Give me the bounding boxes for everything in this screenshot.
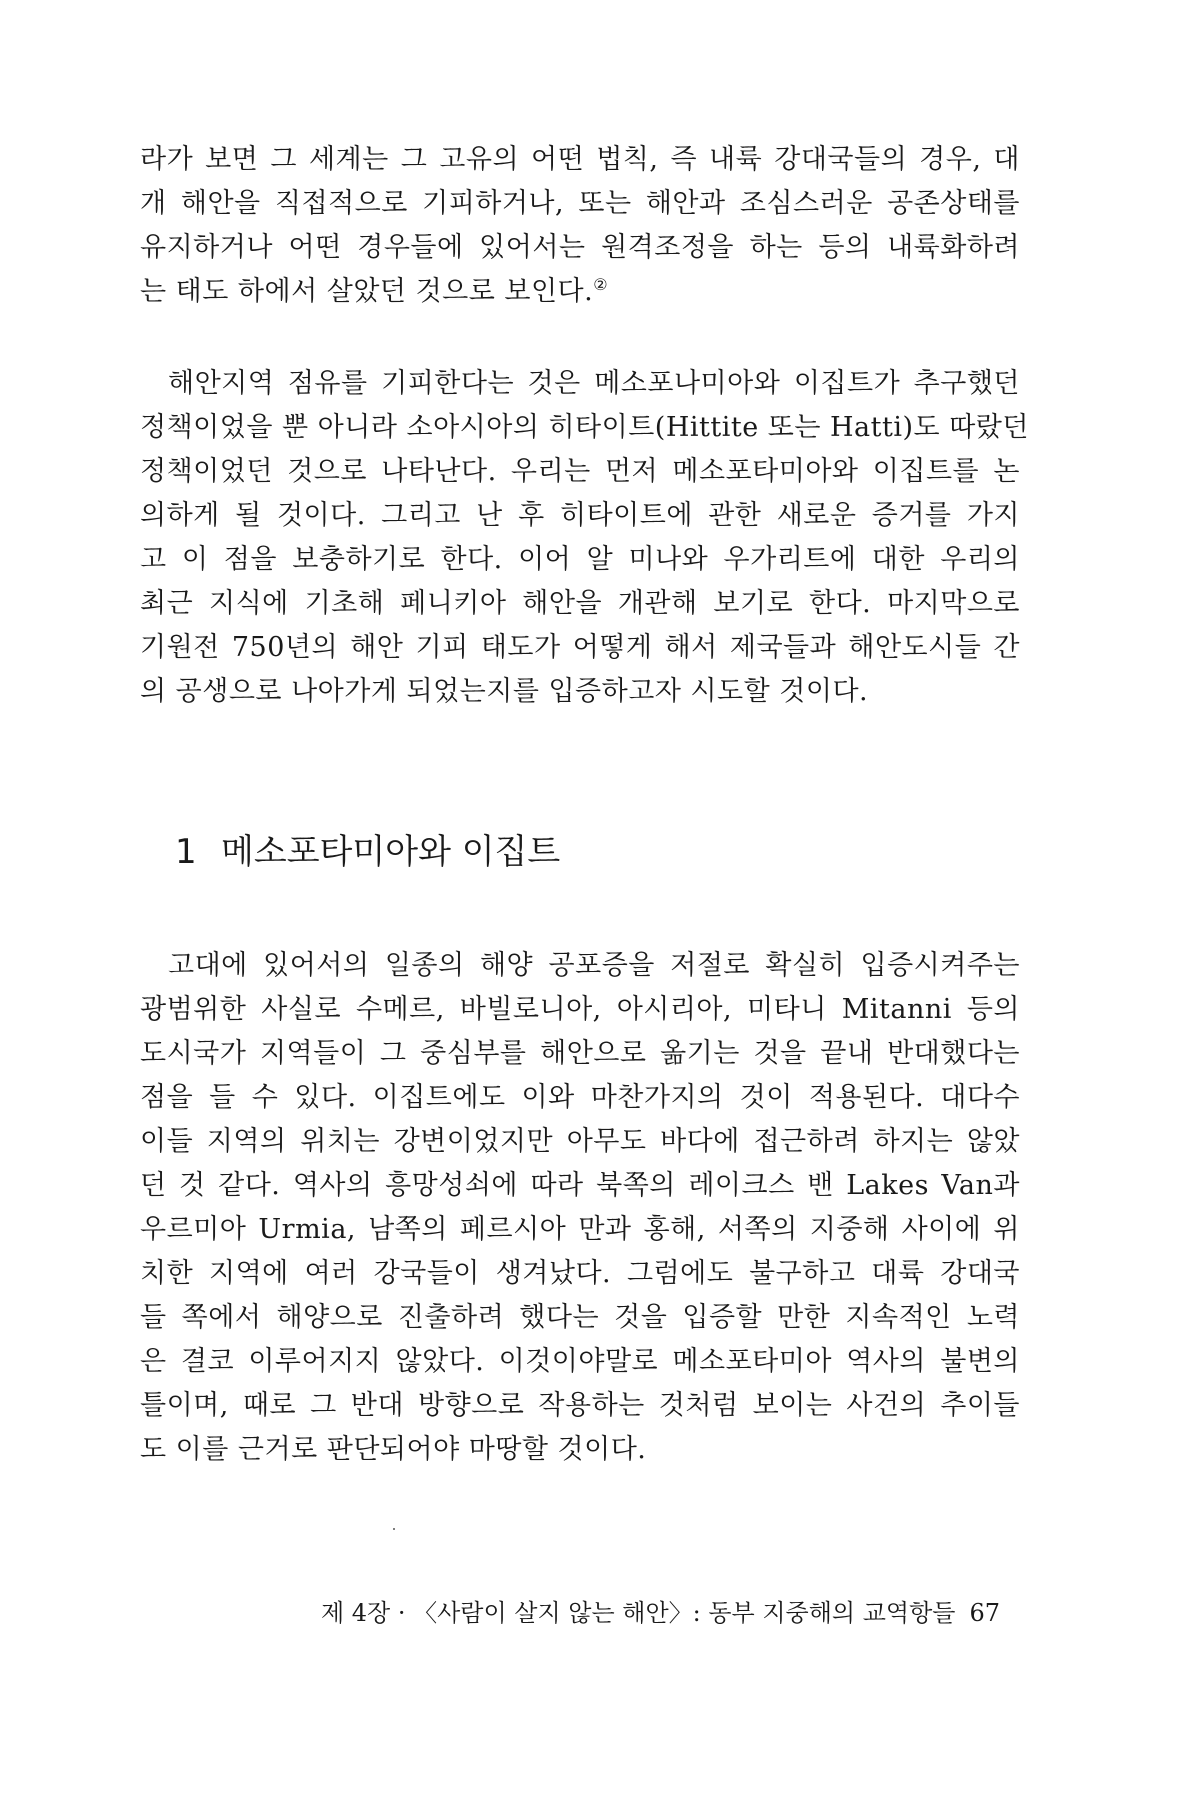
text-line: 기원전 750년의 해안 기피 태도가 어떻게 해서 제국들과 해안도시들 간 <box>140 632 1020 663</box>
paragraph <box>140 944 1020 1472</box>
running-title: 제 4장 · 〈사람이 살지 않는 해안〉: 동부 지중해의 교역항들 <box>320 1599 956 1627</box>
text-line: 정책이었던 것으로 나타난다. 우리는 먼저 메소포타미아와 이집트를 논 <box>140 456 1020 487</box>
text-line: 정책이었을 뿐 아니라 소아시아의 히타이트(Hittite 또는 Hatti)도 따랐던 <box>140 412 1029 443</box>
text-line: 최근 지식에 기초해 페니키아 해안을 개관해 보기로 한다. 마지막으로 <box>140 588 1020 619</box>
text-line: 의 공생으로 나아가게 되었는지를 입증하고자 시도할 것이다. <box>140 676 869 707</box>
text-line: 도시국가 지역들이 그 중심부를 해안으로 옮기는 것을 끝내 반대했다는 <box>140 1038 1020 1069</box>
text-line: 들 쪽에서 해양으로 진출하려 했다는 것을 입증할 만한 지속적인 노력 <box>140 1302 1020 1333</box>
footnote-reference: ② <box>593 275 609 294</box>
text-line: 해안지역 점유를 기피한다는 것은 메소포나미아와 이집트가 추구했던 <box>168 368 1020 399</box>
text-line: 광범위한 사실로 수메르, 바빌로니아, 아시리아, 미타니 Mitanni 등의 <box>140 994 1020 1025</box>
section-title: 메소포타미아와 이집트 <box>221 832 561 872</box>
text-line: 유지하거나 어떤 경우들에 있어서는 원격조정을 하는 등의 내륙화하려 <box>140 232 1020 263</box>
text-line: 이들 지역의 위치는 강변이었지만 아무도 바다에 접근하려 하지는 않았 <box>140 1126 1020 1157</box>
text-line: 틀이며, 때로 그 반대 방향으로 작용하는 것처럼 보이는 사건의 추이들 <box>140 1390 1020 1421</box>
text-line-last <box>140 270 1020 314</box>
section-heading <box>175 830 560 874</box>
text-line: 라가 보면 그 세계는 그 고유의 어떤 법칙, 즉 내륙 강대국들의 경우, 대 <box>140 144 1020 175</box>
print-speck <box>393 1528 395 1530</box>
section-number: 1 <box>175 832 197 872</box>
paragraph-continued <box>140 138 1020 314</box>
text-line-content: 는 태도 하에서 살았던 것으로 보인다. <box>140 276 594 307</box>
text-line: 치한 지역에 여러 강국들이 생겨났다. 그럼에도 불구하고 대륙 강대국 <box>140 1258 1020 1289</box>
page-number: 67 <box>969 1599 1000 1627</box>
text-line: 고대에 있어서의 일종의 해양 공포증을 저절로 확실히 입증시켜주는 <box>168 950 1020 981</box>
text-line: 점을 들 수 있다. 이집트에도 이와 마찬가지의 것이 적용된다. 대다수 <box>140 1082 1020 1113</box>
text-line: 고 이 점을 보충하기로 한다. 이어 알 미나와 우가리트에 대한 우리의 <box>140 544 1020 575</box>
text-line: 던 것 같다. 역사의 흥망성쇠에 따라 북쪽의 레이크스 밴 Lakes Van과 <box>140 1170 1020 1201</box>
text-line: 도 이를 근거로 판단되어야 마땅할 것이다. <box>140 1434 647 1465</box>
text-line: 우르미아 Urmia, 남쪽의 페르시아 만과 홍해, 서쪽의 지중해 사이에 위 <box>140 1214 1020 1245</box>
paragraph <box>140 362 1029 714</box>
text-line: 의하게 될 것이다. 그리고 난 후 히타이트에 관한 새로운 증거를 가지 <box>140 500 1020 531</box>
text-line: 은 결코 이루어지지 않았다. 이것이야말로 메소포타미아 역사의 불변의 <box>140 1346 1020 1377</box>
running-footer <box>320 1596 1000 1630</box>
text-line: 개 해안을 직접적으로 기피하거나, 또는 해안과 조심스러운 공존상태를 <box>140 188 1020 219</box>
